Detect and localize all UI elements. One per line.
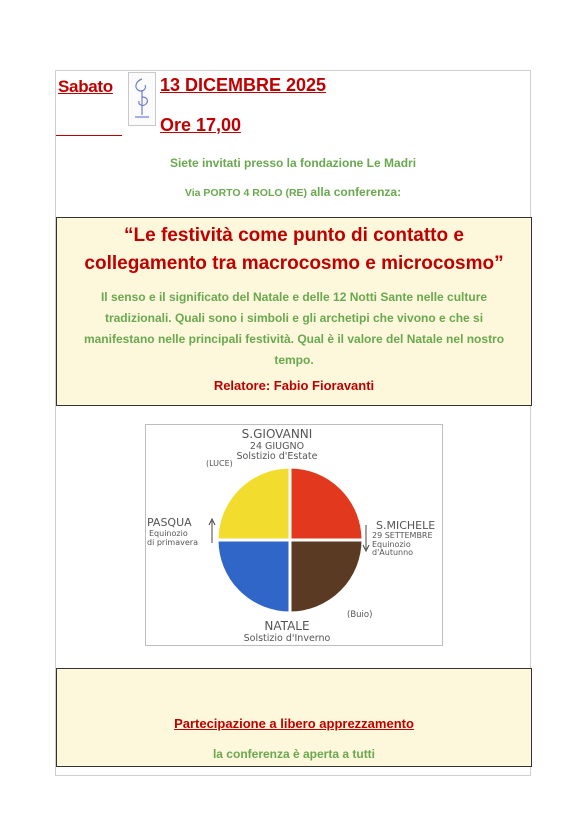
quadrant-bottom-right: [290, 540, 363, 613]
conference-box: [56, 217, 532, 406]
flyer-page: [55, 70, 531, 776]
event-date: 13 DICEMBRE 2025: [160, 75, 327, 95]
left-sub-1: Equinozio: [149, 529, 188, 538]
title-line-1: “Le festività come punto di contatto e: [124, 225, 464, 246]
luce-label: (LUCE): [206, 459, 233, 468]
bottom-name: NATALE: [264, 619, 310, 633]
open-note: la conferenza è aperta a tutti: [212, 747, 376, 761]
day-underline: [56, 135, 122, 136]
top-sub: Solstizio d'Estate: [236, 451, 318, 462]
event-header: [56, 71, 530, 151]
address-line: [56, 185, 530, 199]
speaker: Relatore: Fabio Fioravanti: [213, 378, 375, 393]
left-sub-2: di primavera: [147, 538, 198, 547]
conference-title: [57, 222, 531, 278]
right-name: S.MICHELE: [376, 519, 436, 532]
participation-note: Partecipazione a libero apprezzamento: [174, 716, 414, 731]
right-date: 29 SETTEMBRE: [372, 531, 433, 540]
title-line-2: collegamento tra macrocosmo e microcosmo”: [84, 253, 504, 274]
foundation-logo: [128, 72, 156, 126]
top-name: S.GIOVANNI: [241, 427, 313, 441]
top-date: 24 GIUGNO: [249, 441, 305, 452]
address-suffix: alla conferenza:: [307, 185, 402, 199]
seasons-wheel-drawing: [146, 425, 442, 645]
invitation-line: Siete invitati presso la fondazione Le Madri: [169, 156, 417, 170]
address: Via PORTO 4 ROLO (RE): [184, 187, 308, 199]
left-name: PASQUA: [147, 516, 192, 529]
conference-description: Il senso e il significato del Natale e delle 12 Notti Sante nelle culture tradizionali. Quali sono i simboli e gli archetipi che vivono e che si manifestano nelle principali festività. Qual è il valore del Natale nel nostro tempo.: [83, 290, 505, 367]
footer-box: [56, 668, 532, 767]
seasons-diagram: [145, 424, 443, 646]
event-day: Sabato: [58, 77, 113, 96]
right-sub-2: d'Autunno: [372, 548, 414, 557]
quadrant-top-left: [217, 467, 290, 540]
spiral-logo-icon: [129, 73, 155, 125]
event-time: Ore 17,00: [160, 115, 242, 135]
arrow-up-icon: [209, 519, 215, 543]
quadrant-bottom-left: [217, 540, 290, 613]
quadrant-top-right: [290, 467, 363, 540]
right-sub-1: Equinozio: [372, 540, 411, 549]
buio-label: (Buio): [347, 610, 373, 620]
bottom-sub: Solstizio d'Inverno: [243, 633, 331, 644]
